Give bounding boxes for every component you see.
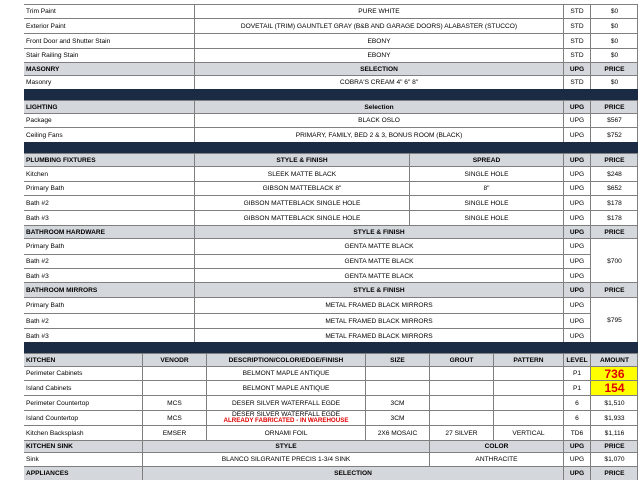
column-header: UPG [563, 101, 590, 113]
vendor-cell: MCS [142, 411, 206, 425]
style-cell: GIBSON MATTEBLACK SINGLE HOLE [194, 211, 409, 225]
column-header: AMOUNT [590, 354, 638, 366]
column-header: SIZE [365, 354, 429, 366]
upg-cell: STD [563, 34, 590, 48]
grout-cell [429, 396, 493, 410]
description-cell: DESER SILVER WATERFALL EGDE [206, 396, 365, 410]
upg-cell: UPG [563, 211, 590, 225]
column-header: PRICE [590, 154, 638, 166]
grout-cell [429, 381, 493, 395]
item-label: Primary Bath [26, 185, 65, 192]
column-header: UPG [563, 467, 590, 480]
item-label: Primary Bath [26, 302, 65, 309]
selection-cell: EBONY [194, 49, 563, 62]
selection-cell: COBRA'S CREAM 4" 6" 8" [194, 76, 563, 89]
column-header: DESCRIPTION/COLOR/EDGE/FINISH [206, 354, 365, 366]
price-cell: $795 [590, 298, 638, 343]
column-header: UPG [563, 154, 590, 166]
amount-cell-highlighted: 154 [590, 381, 638, 395]
level-cell: 6 [563, 396, 590, 410]
item-label: Bath #2 [24, 254, 194, 268]
upg-cell: STD [563, 49, 590, 62]
section-title: PLUMBING FIXTURES [26, 156, 96, 164]
size-cell: 2X6 MOSAIC [365, 426, 429, 440]
table-row [24, 4, 638, 18]
upg-cell: UPG [563, 298, 590, 313]
price-cell: $1,070 [590, 453, 638, 466]
item-label: Bath #3 [24, 268, 194, 283]
price-cell: $0 [590, 34, 638, 48]
level-cell: TD6 [563, 426, 590, 440]
column-header: STYLE & FINISH [194, 226, 563, 238]
style-cell: METAL FRAMED BLACK MIRRORS [194, 328, 563, 343]
pattern-cell [493, 396, 563, 410]
description-text: DESER SILVER WATERFALL EGDE [231, 411, 341, 418]
pattern-cell [493, 381, 563, 395]
item-label: Stair Railing Stain [26, 52, 79, 59]
color-cell: ANTHRACITE [429, 453, 563, 466]
item-label: Kitchen Backsplash [26, 429, 84, 437]
vendor-cell [142, 381, 206, 395]
table-row [24, 113, 638, 127]
column-header: UPG [563, 283, 590, 297]
table-row [24, 48, 638, 62]
column-header: LEVEL [563, 354, 590, 366]
item-label: Trim Paint [26, 8, 56, 15]
description-cell [206, 411, 365, 425]
section-title: APPLIANCES [26, 470, 69, 477]
column-header: GROUT [429, 354, 493, 366]
table-row [24, 395, 638, 410]
table-row [24, 166, 638, 181]
price-cell: $0 [590, 76, 638, 89]
section-divider [24, 342, 638, 353]
price-cell: $0 [590, 49, 638, 62]
style-cell: GIBSON MATTEBLACK 8" [194, 182, 409, 195]
item-label: Perimeter Cabinets [26, 370, 83, 377]
table-row [24, 33, 638, 48]
section-title: KITCHEN [26, 356, 56, 364]
section-header-bathroom-hardware [24, 225, 638, 238]
table-row [24, 18, 638, 33]
column-header: PRICE [590, 63, 638, 75]
selection-cell: DOVETAIL (TRIM) GAUNTLET GRAY (B&B AND GARAGE DOORS) ALABASTER (STUCCO) [194, 19, 563, 33]
style-cell: METAL FRAMED BLACK MIRRORS [194, 313, 563, 328]
section-header-lighting [24, 100, 638, 113]
item-label: Ceiling Fans [26, 131, 63, 139]
size-cell [365, 381, 429, 395]
grout-cell [429, 367, 493, 380]
pattern-cell [493, 367, 563, 380]
item-label: Front Door and Shutter Stain [26, 37, 111, 45]
pattern-cell [493, 411, 563, 425]
upg-cell: STD [563, 19, 590, 33]
column-header: SPREAD [409, 154, 563, 166]
table-row [24, 210, 638, 225]
column-header: PRICE [590, 467, 638, 480]
table-row [24, 410, 638, 425]
bathroom-mirrors-group [24, 297, 638, 342]
column-header: PRICE [590, 283, 638, 297]
upg-cell: UPG [563, 128, 590, 142]
table-row [24, 366, 638, 380]
level-cell: P1 [563, 367, 590, 380]
description-cell: BELMONT MAPLE ANTIQUE [206, 381, 365, 395]
item-label: Kitchen [26, 170, 48, 178]
price-cell: $0 [590, 19, 638, 33]
item-label: Package [26, 117, 52, 124]
price-cell: $752 [590, 128, 638, 142]
column-header: PRICE [590, 441, 638, 452]
style-cell: SLEEK MATTE BLACK [194, 167, 409, 181]
column-header: UPG [563, 63, 590, 75]
vendor-cell [142, 367, 206, 380]
style-cell: METAL FRAMED BLACK MIRRORS [194, 298, 563, 313]
level-cell: P1 [563, 381, 590, 395]
upg-cell: UPG [563, 328, 590, 343]
column-header: STYLE & FINISH [194, 154, 409, 166]
item-label: Bath #3 [26, 214, 49, 222]
upg-cell: UPG [563, 268, 590, 283]
item-label: Exterior Paint [26, 22, 66, 30]
item-label: Island Cabinets [26, 384, 72, 392]
description-cell: ORNAMI FOIL [206, 426, 365, 440]
amount-cell: $1,510 [590, 396, 638, 410]
style-cell: GENTA MATTE BLACK [194, 254, 563, 268]
grout-cell: 27 SILVER [429, 426, 493, 440]
style-cell: BLANCO SILGRANITE PRECIS 1-3/4 SINK [142, 453, 429, 466]
section-title: BATHROOM MIRRORS [26, 286, 98, 294]
table-row [24, 452, 638, 466]
style-cell: GENTA MATTE BLACK [194, 268, 563, 283]
price-cell: $178 [590, 196, 638, 210]
section-title: BATHROOM HARDWARE [26, 228, 105, 236]
item-label: Bath #3 [24, 328, 194, 343]
section-header-appliances [24, 466, 638, 480]
upg-cell: UPG [563, 196, 590, 210]
price-cell: $567 [590, 114, 638, 127]
upg-cell: UPG [563, 182, 590, 195]
section-title: LIGHTING [26, 103, 58, 111]
section-title: MASONRY [26, 65, 60, 73]
item-label: Bath #2 [24, 313, 194, 328]
selection-cell: EBONY [194, 34, 563, 48]
selection-cell: BLACK OSLO [194, 114, 563, 127]
column-header: VENODR [142, 354, 206, 366]
amount-cell: $1,933 [590, 411, 638, 425]
section-header-masonry [24, 62, 638, 75]
size-cell: 3CM [365, 396, 429, 410]
fabrication-note: ALREADY FABRICATED - IN WAREHOUSE [223, 417, 349, 424]
price-cell: $652 [590, 182, 638, 195]
table-row [24, 195, 638, 210]
item-label: Sink [26, 456, 39, 463]
table-row [24, 75, 638, 89]
column-header: PATTERN [493, 354, 563, 366]
upg-cell: STD [563, 76, 590, 89]
section-header-kitchen [24, 353, 638, 366]
style-cell: GIBSON MATTEBLACK SINGLE HOLE [194, 196, 409, 210]
size-cell: 3CM [365, 411, 429, 425]
upg-cell: UPG [563, 313, 590, 328]
spread-cell: SINGLE HOLE [409, 196, 563, 210]
size-cell [365, 367, 429, 380]
column-header: UPG [563, 226, 590, 238]
table-row [24, 425, 638, 440]
upg-cell: UPG [563, 167, 590, 181]
price-cell: $0 [590, 5, 638, 18]
pattern-cell: VERTICAL [493, 426, 563, 440]
upg-cell: UPG [563, 239, 590, 254]
item-label: Bath #2 [26, 199, 49, 207]
section-divider [24, 142, 638, 153]
price-cell: $700 [590, 239, 638, 283]
price-cell: $178 [590, 211, 638, 225]
column-header: PRICE [590, 226, 638, 238]
column-header: SELECTION [142, 467, 563, 480]
selection-cell: PRIMARY, FAMILY, BED 2 & 3, BONUS ROOM (BLACK) [194, 128, 563, 142]
section-title: KITCHEN SINK [26, 443, 73, 450]
item-label: Masonry [26, 79, 52, 86]
amount-cell-highlighted: 736 [590, 367, 638, 380]
column-header: UPG [563, 441, 590, 452]
spread-cell: SINGLE HOLE [409, 211, 563, 225]
item-label: Island Countertop [26, 414, 79, 422]
column-header: STYLE & FINISH [194, 283, 563, 297]
table-row [24, 127, 638, 142]
level-cell: 6 [563, 411, 590, 425]
selection-cell: PURE WHITE [194, 5, 563, 18]
section-divider [24, 89, 638, 100]
column-header: Selection [194, 101, 563, 113]
price-cell: $248 [590, 167, 638, 181]
grout-cell [429, 411, 493, 425]
vendor-cell: MCS [142, 396, 206, 410]
spread-cell: 8" [409, 182, 563, 195]
spread-cell: SINGLE HOLE [409, 167, 563, 181]
section-header-plumbing [24, 153, 638, 166]
amount-cell: $1,116 [590, 426, 638, 440]
style-cell: GENTA MATTE BLACK [194, 239, 563, 254]
column-header: PRICE [590, 101, 638, 113]
upg-cell: UPG [563, 254, 590, 268]
section-header-kitchen-sink [24, 440, 638, 452]
description-cell: BELMONT MAPLE ANTIQUE [206, 367, 365, 380]
table-row [24, 380, 638, 395]
column-header: STYLE [142, 441, 429, 452]
item-label: Primary Bath [26, 243, 65, 250]
section-header-bathroom-mirrors [24, 282, 638, 297]
item-label: Perimeter Countertop [26, 399, 90, 407]
upg-cell: STD [563, 5, 590, 18]
table-row [24, 181, 638, 195]
upg-cell: UPG [563, 453, 590, 466]
column-header: SELECTION [194, 63, 563, 75]
bathroom-hardware-group [24, 238, 638, 282]
vendor-cell: EMSER [142, 426, 206, 440]
upg-cell: UPG [563, 114, 590, 127]
column-header: COLOR [429, 441, 563, 452]
